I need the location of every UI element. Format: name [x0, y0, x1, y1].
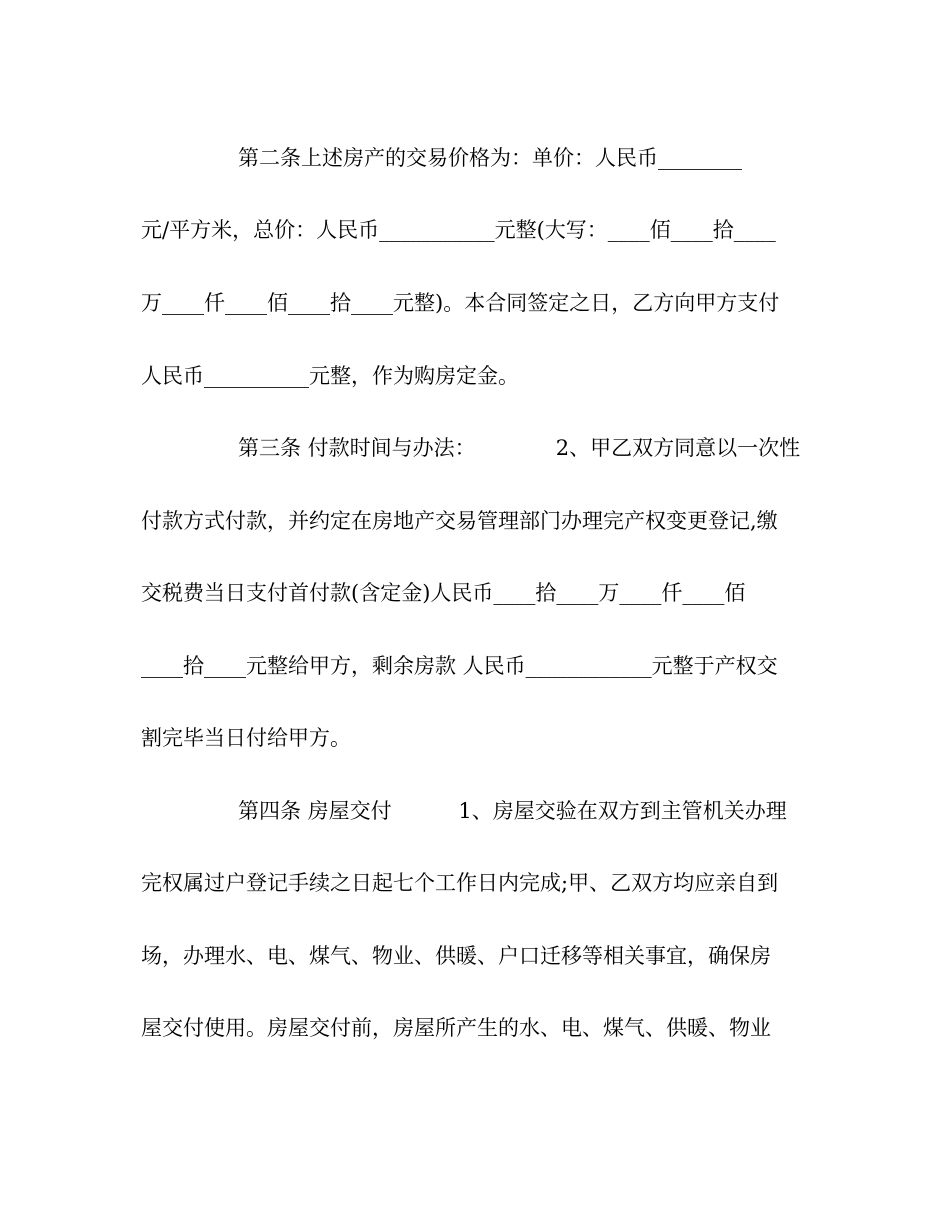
article-3-line-5: 割完毕当日付给甲方。: [141, 726, 351, 750]
article-2-line-2: 元/平方米，总价：人民币___________元整(大写：____佰____拾____: [141, 218, 776, 242]
article-4-line-4: 屋交付使用。房屋交付前，房屋所产生的水、电、煤气、供暖、物业: [141, 1016, 771, 1040]
article-4-line-3: 场，办理水、电、煤气、物业、供暖、户口迁移等相关事宜，确保房: [141, 944, 771, 968]
article-3-line-4: ____拾____元整给甲方，剩余房款 人民币____________元整于产权交: [141, 654, 778, 678]
article-3-line-1: 第三条 付款时间与办法： 2、甲乙双方同意以一次性: [238, 436, 801, 460]
article-4-line-2: 完权属过户登记手续之日起七个工作日内完成;甲、乙双方均应亲自到: [141, 871, 779, 895]
article-2-line-4: 人民币__________元整，作为购房定金。: [141, 364, 519, 388]
article-4-line-1: 第四条 房屋交付 1、房屋交验在双方到主管机关办理: [238, 799, 787, 823]
article-2-line-3: 万____仟____佰____拾____元整)。本合同签定之日，乙方向甲方支付: [141, 291, 780, 315]
article-3-line-2: 付款方式付款，并约定在房地产交易管理部门办理完产权变更登记,缴: [141, 509, 778, 533]
article-3-line-3: 交税费当日支付首付款(含定金)人民币____拾____万____仟____佰: [141, 581, 746, 605]
article-2-line-1: 第二条上述房产的交易价格为：单价：人民币________: [238, 146, 742, 170]
